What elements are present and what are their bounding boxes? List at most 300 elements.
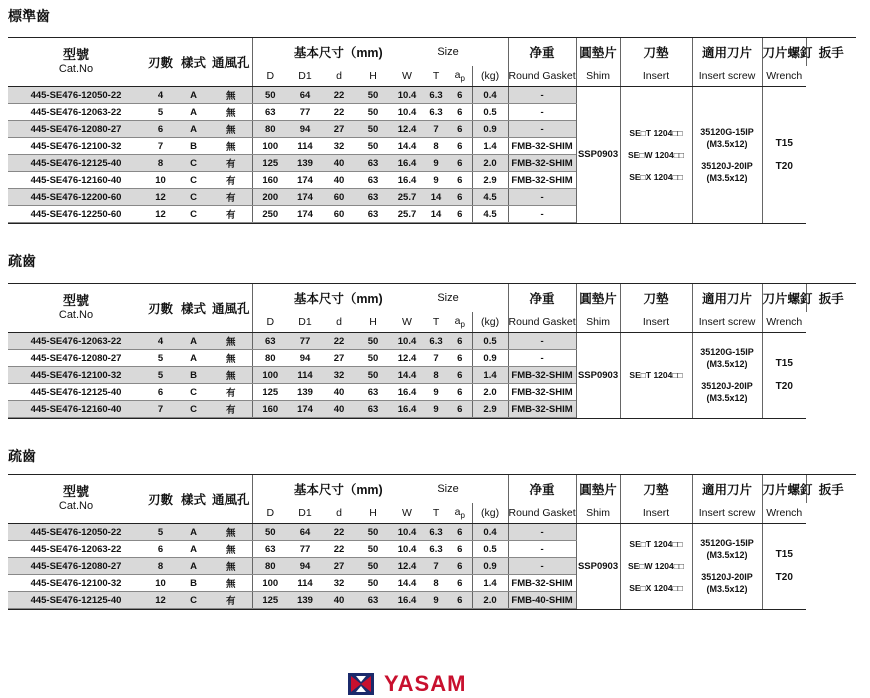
header-insert-en: Insert <box>620 66 692 87</box>
header-d: D <box>252 503 288 524</box>
spec-table <box>8 37 856 224</box>
cell: 14.4 <box>390 575 424 592</box>
header-screw-cn: 刀片螺釘 <box>762 284 806 313</box>
brand-name: YASAM <box>384 671 467 696</box>
insert-code: SE□W 1204□□ <box>628 149 685 160</box>
cell: 無 <box>210 541 252 558</box>
insert-code: SE□T 1204□□ <box>629 370 683 381</box>
cell: 9 <box>424 172 448 189</box>
wrench-spacer <box>763 150 807 160</box>
cell-inserts <box>620 333 692 418</box>
cell: C <box>177 155 210 172</box>
cell: 125 <box>252 155 288 172</box>
cell: 有 <box>210 206 252 223</box>
cell: - <box>508 558 576 575</box>
cell: 114 <box>288 367 322 384</box>
cell: 63 <box>356 172 390 189</box>
cell: 6 <box>448 367 472 384</box>
header-t: T <box>424 503 448 524</box>
cell: C <box>177 592 210 609</box>
cell-wrenches <box>762 524 806 609</box>
header-gasket-en: Round Gasket <box>508 66 576 87</box>
cell: 114 <box>288 575 322 592</box>
cell: - <box>508 524 576 541</box>
cell: 50 <box>356 121 390 138</box>
cell: FMB-32-SHIM <box>508 155 576 172</box>
header-shim-cn: 刀墊 <box>620 284 692 313</box>
cell: A <box>177 333 210 350</box>
cell: 6 <box>448 524 472 541</box>
cell: 0.5 <box>472 333 508 350</box>
header-ap-spacer <box>472 38 508 67</box>
header-weight-en: (kg) <box>472 312 508 333</box>
cell: 2.0 <box>472 155 508 172</box>
table-row <box>8 524 856 541</box>
cell: 50 <box>356 350 390 367</box>
screw-code: (M3.5x12) <box>706 138 748 149</box>
cell: 160 <box>252 401 288 418</box>
cell: 7 <box>424 350 448 367</box>
cell: 160 <box>252 172 288 189</box>
cell: 8 <box>144 155 177 172</box>
cell: 8 <box>424 367 448 384</box>
wrench-code: T15 <box>775 137 793 149</box>
cell: 27 <box>322 558 356 575</box>
cell-cat-no: 445-SE476-12100-32 <box>8 367 144 384</box>
cell: 94 <box>288 350 322 367</box>
header-h: H <box>356 503 390 524</box>
cell: A <box>177 121 210 138</box>
cell: 174 <box>288 401 322 418</box>
cell: 5 <box>144 104 177 121</box>
cell: 16.4 <box>390 401 424 418</box>
header-h: H <box>356 66 390 87</box>
cell-shim: SSP0903 <box>576 333 620 418</box>
cell: 無 <box>210 558 252 575</box>
header-dims-label: 基本尺寸（mm) <box>293 483 383 497</box>
header-d1: D1 <box>288 312 322 333</box>
cell: C <box>177 206 210 223</box>
cell: 6 <box>448 558 472 575</box>
cell: 60 <box>322 206 356 223</box>
wrench-spacer <box>763 370 807 380</box>
header-shim-en: Shim <box>576 66 620 87</box>
cell: C <box>177 401 210 418</box>
cell-cat-no: 445-SE476-12125-40 <box>8 384 144 401</box>
header-d: d <box>322 312 356 333</box>
cell: 6.3 <box>424 541 448 558</box>
cell: 10.4 <box>390 541 424 558</box>
cell: FMB-40-SHIM <box>508 592 576 609</box>
cell: 77 <box>288 541 322 558</box>
cell: B <box>177 575 210 592</box>
cell: 200 <box>252 189 288 206</box>
header-d1: D1 <box>288 66 322 87</box>
header-weight-cn: 净重 <box>508 38 576 67</box>
header-gasket-cn: 圓墊片 <box>576 475 620 504</box>
screw-code: (M3.5x12) <box>706 172 748 183</box>
table-bottom-rule <box>8 609 806 610</box>
cell: 50 <box>356 87 390 104</box>
cell: 14.4 <box>390 367 424 384</box>
cell: 無 <box>210 333 252 350</box>
cell: 5 <box>144 367 177 384</box>
cell: - <box>508 541 576 558</box>
cell: 無 <box>210 575 252 592</box>
cell: - <box>508 104 576 121</box>
header-cat-cn: 型號 <box>62 293 89 308</box>
cell: C <box>177 189 210 206</box>
cell: 10.4 <box>390 87 424 104</box>
screw-code: (M3.5x12) <box>706 359 748 370</box>
cell: 8 <box>424 575 448 592</box>
cell: 6 <box>448 333 472 350</box>
header-gasket-cn: 圓墊片 <box>576 38 620 67</box>
header-ap-label: $a_p$ <box>454 68 465 84</box>
cell: 0.5 <box>472 104 508 121</box>
screw-spacer <box>693 561 762 571</box>
spec-table <box>8 283 856 419</box>
header-shim-en: Shim <box>576 503 620 524</box>
cell: 64 <box>288 87 322 104</box>
header-ap-label: $a_p$ <box>454 314 465 330</box>
header-w: W <box>390 66 424 87</box>
cell: 32 <box>322 367 356 384</box>
cell: FMB-32-SHIM <box>508 138 576 155</box>
insert-code: SE□X 1204□□ <box>629 583 683 594</box>
cell: 22 <box>322 541 356 558</box>
cell: 6 <box>448 172 472 189</box>
cell: 63 <box>356 206 390 223</box>
spec-table <box>8 474 856 610</box>
cell-shim: SSP0903 <box>576 524 620 609</box>
header-cat-en: Cat.No <box>58 309 94 321</box>
cell: 125 <box>252 592 288 609</box>
cell-cat-no: 445-SE476-12080-27 <box>8 350 144 367</box>
header-insert-cn: 適用刀片 <box>692 475 762 504</box>
header-weight-en: (kg) <box>472 66 508 87</box>
cell: 40 <box>322 401 356 418</box>
cell: 有 <box>210 155 252 172</box>
header-screw-cn: 刀片螺釘 <box>762 475 806 504</box>
cell: 14 <box>424 189 448 206</box>
screw-code: 35120G-15IP <box>700 347 754 358</box>
insert-code: SE□T 1204□□ <box>629 127 683 138</box>
cell: 22 <box>322 104 356 121</box>
cell: 63 <box>356 189 390 206</box>
cell: 0.9 <box>472 558 508 575</box>
header-d: d <box>322 503 356 524</box>
cell: - <box>508 87 576 104</box>
screw-code: (M3.5x12) <box>706 584 748 595</box>
cell: 77 <box>288 104 322 121</box>
cell: 25.7 <box>390 206 424 223</box>
cell: 50 <box>356 333 390 350</box>
cell-cat-no: 445-SE476-12080-27 <box>8 558 144 575</box>
screw-code: (M3.5x12) <box>706 393 748 404</box>
cell: 9 <box>424 592 448 609</box>
cell: 40 <box>322 592 356 609</box>
cell: 0.4 <box>472 524 508 541</box>
cell: 6 <box>448 401 472 418</box>
wrench-spacer <box>763 561 807 571</box>
cell: 94 <box>288 558 322 575</box>
cell: 63 <box>356 155 390 172</box>
cell: 16.4 <box>390 155 424 172</box>
cell: 1.4 <box>472 138 508 155</box>
header-cat-en: Cat.No <box>58 63 94 75</box>
cell: A <box>177 350 210 367</box>
wrench-code: T20 <box>775 381 793 393</box>
cell: 80 <box>252 558 288 575</box>
cell: 6 <box>448 189 472 206</box>
cell: 139 <box>288 384 322 401</box>
header-gasket-en: Round Gasket <box>508 312 576 333</box>
wrench-code: T15 <box>775 358 793 370</box>
cell: 80 <box>252 121 288 138</box>
cell: - <box>508 189 576 206</box>
cell: 50 <box>356 541 390 558</box>
header-ap <box>448 66 472 87</box>
cell: 27 <box>322 121 356 138</box>
cell: 12.4 <box>390 121 424 138</box>
cell: 6 <box>448 138 472 155</box>
cell: 63 <box>356 401 390 418</box>
header-cat-en: Cat.No <box>58 500 94 512</box>
cell: 無 <box>210 524 252 541</box>
header-size: Size <box>424 284 472 313</box>
header-wrench-en: Wrench <box>762 66 806 87</box>
cell: 9 <box>424 384 448 401</box>
cell: 4.5 <box>472 189 508 206</box>
cell: 6.3 <box>424 87 448 104</box>
cell: 12.4 <box>390 558 424 575</box>
cell: 1.4 <box>472 575 508 592</box>
cell: 22 <box>322 333 356 350</box>
cell: 94 <box>288 121 322 138</box>
header-cat-cn: 型號 <box>62 47 89 62</box>
cell: 有 <box>210 172 252 189</box>
cell-cat-no: 445-SE476-12063-22 <box>8 104 144 121</box>
screw-code: 35120J-20IP <box>701 160 753 171</box>
cell-wrenches <box>762 87 806 223</box>
screw-code: (M3.5x12) <box>706 550 748 561</box>
cell: 8 <box>144 558 177 575</box>
cell: - <box>508 333 576 350</box>
cell: 50 <box>356 138 390 155</box>
header-screw-cn: 刀片螺釘 <box>762 38 806 67</box>
cell: 6 <box>144 384 177 401</box>
header-wrench-en: Wrench <box>762 312 806 333</box>
cell-screws <box>692 87 762 223</box>
header-cat-no <box>8 475 144 524</box>
cell: 8 <box>424 138 448 155</box>
header-gasket-cn: 圓墊片 <box>576 284 620 313</box>
insert-code: SE□T 1204□□ <box>629 539 683 550</box>
cell: 4 <box>144 87 177 104</box>
cell: 63 <box>252 541 288 558</box>
header-dims <box>252 284 424 313</box>
header-wrench-cn: 扳手 <box>806 38 856 67</box>
cell: 50 <box>356 575 390 592</box>
wrench-code: T15 <box>775 549 793 561</box>
cell: 16.4 <box>390 172 424 189</box>
cell: 100 <box>252 367 288 384</box>
cell: 1.4 <box>472 367 508 384</box>
header-shim-cn: 刀墊 <box>620 475 692 504</box>
cell: 9 <box>424 155 448 172</box>
screw-code: 35120J-20IP <box>701 572 753 583</box>
cell: 10 <box>144 172 177 189</box>
cell-wrenches <box>762 333 806 418</box>
cell-inserts <box>620 87 692 223</box>
cell: 27 <box>322 350 356 367</box>
header-coolant: 通風孔 <box>210 475 252 524</box>
cell: A <box>177 104 210 121</box>
cell: A <box>177 541 210 558</box>
header-d: d <box>322 66 356 87</box>
header-cat-no <box>8 38 144 87</box>
header-t: T <box>424 66 448 87</box>
cell-cat-no: 445-SE476-12050-22 <box>8 524 144 541</box>
cell: C <box>177 384 210 401</box>
cell: 2.9 <box>472 172 508 189</box>
cell-cat-no: 445-SE476-12063-22 <box>8 333 144 350</box>
header-screw-en: Insert screw <box>692 66 762 87</box>
cell: 40 <box>322 172 356 189</box>
cell-screws <box>692 524 762 609</box>
header-teeth: 刃數 <box>144 284 177 333</box>
brand-logo <box>348 672 466 696</box>
cell-screws <box>692 333 762 418</box>
screw-spacer <box>693 370 762 380</box>
cell: 50 <box>356 524 390 541</box>
cell: 無 <box>210 367 252 384</box>
cell: 63 <box>356 384 390 401</box>
header-dims-label: 基本尺寸（mm) <box>293 46 383 60</box>
cell: 4 <box>144 333 177 350</box>
insert-code: SE□X 1204□□ <box>629 171 683 182</box>
cell: 無 <box>210 121 252 138</box>
cell: 77 <box>288 333 322 350</box>
header-shim-en: Shim <box>576 312 620 333</box>
cell: 22 <box>322 87 356 104</box>
section-title: 疏齒 <box>8 449 36 465</box>
header-ap-label: $a_p$ <box>454 505 465 521</box>
table-row <box>8 87 856 104</box>
cell-cat-no: 445-SE476-12100-32 <box>8 575 144 592</box>
cell: 0.9 <box>472 121 508 138</box>
section-title: 疏齒 <box>8 254 36 270</box>
header-w: W <box>390 503 424 524</box>
wrench-code: T20 <box>775 572 793 584</box>
cell: 6 <box>448 384 472 401</box>
cell: 6 <box>448 121 472 138</box>
cell: 63 <box>356 592 390 609</box>
cell-cat-no: 445-SE476-12050-22 <box>8 87 144 104</box>
cell: 6.3 <box>424 524 448 541</box>
cell: 40 <box>322 384 356 401</box>
header-teeth: 刃數 <box>144 38 177 87</box>
wrench-code: T20 <box>775 160 793 172</box>
cell: C <box>177 172 210 189</box>
header-weight-cn: 净重 <box>508 284 576 313</box>
cell: 7 <box>424 121 448 138</box>
cell: 32 <box>322 575 356 592</box>
cell: 6 <box>448 87 472 104</box>
cell: 6 <box>448 350 472 367</box>
cell: 7 <box>144 401 177 418</box>
cell: 4.5 <box>472 206 508 223</box>
cell: 10 <box>144 575 177 592</box>
header-coolant: 通風孔 <box>210 38 252 87</box>
header-h: H <box>356 312 390 333</box>
insert-code: SE□W 1204□□ <box>628 561 685 572</box>
cell-cat-no: 445-SE476-12100-32 <box>8 138 144 155</box>
cell: 10.4 <box>390 333 424 350</box>
cell: 6 <box>448 575 472 592</box>
cell-cat-no: 445-SE476-12200-60 <box>8 189 144 206</box>
cell: 2.0 <box>472 592 508 609</box>
screw-code: 35120J-20IP <box>701 381 753 392</box>
cell: 14.4 <box>390 138 424 155</box>
cell: 10.4 <box>390 524 424 541</box>
cell: 139 <box>288 155 322 172</box>
cell: 50 <box>356 367 390 384</box>
cell: 0.5 <box>472 541 508 558</box>
header-weight-cn: 净重 <box>508 475 576 504</box>
header-dims <box>252 38 424 67</box>
cell: 16.4 <box>390 592 424 609</box>
yasam-logo-icon <box>348 673 374 695</box>
header-d1: D1 <box>288 503 322 524</box>
cell: FMB-32-SHIM <box>508 367 576 384</box>
cell: 174 <box>288 206 322 223</box>
cell: 12 <box>144 592 177 609</box>
cell: 6 <box>448 206 472 223</box>
cell: 2.9 <box>472 401 508 418</box>
cell: A <box>177 524 210 541</box>
cell: 2.0 <box>472 384 508 401</box>
cell: 63 <box>252 104 288 121</box>
cell: 0.4 <box>472 87 508 104</box>
header-size: Size <box>424 475 472 504</box>
cell: 12.4 <box>390 350 424 367</box>
header-screw-en: Insert screw <box>692 503 762 524</box>
header-dims-label: 基本尺寸（mm) <box>293 292 383 306</box>
cell: 7 <box>144 138 177 155</box>
cell: 50 <box>252 524 288 541</box>
cell: FMB-32-SHIM <box>508 575 576 592</box>
cell-cat-no: 445-SE476-12080-27 <box>8 121 144 138</box>
table-bottom-rule <box>8 223 806 224</box>
header-gasket-en: Round Gasket <box>508 503 576 524</box>
header-wrench-cn: 扳手 <box>806 284 856 313</box>
header-screw-en: Insert screw <box>692 312 762 333</box>
cell: 100 <box>252 138 288 155</box>
cell: 22 <box>322 524 356 541</box>
screw-spacer <box>693 150 762 160</box>
header-d: D <box>252 66 288 87</box>
header-ap <box>448 503 472 524</box>
cell: 25.7 <box>390 189 424 206</box>
cell: 有 <box>210 592 252 609</box>
header-insert-en: Insert <box>620 312 692 333</box>
cell: 6 <box>144 121 177 138</box>
header-ap <box>448 312 472 333</box>
cell: 12 <box>144 189 177 206</box>
header-style: 樣式 <box>177 284 210 333</box>
